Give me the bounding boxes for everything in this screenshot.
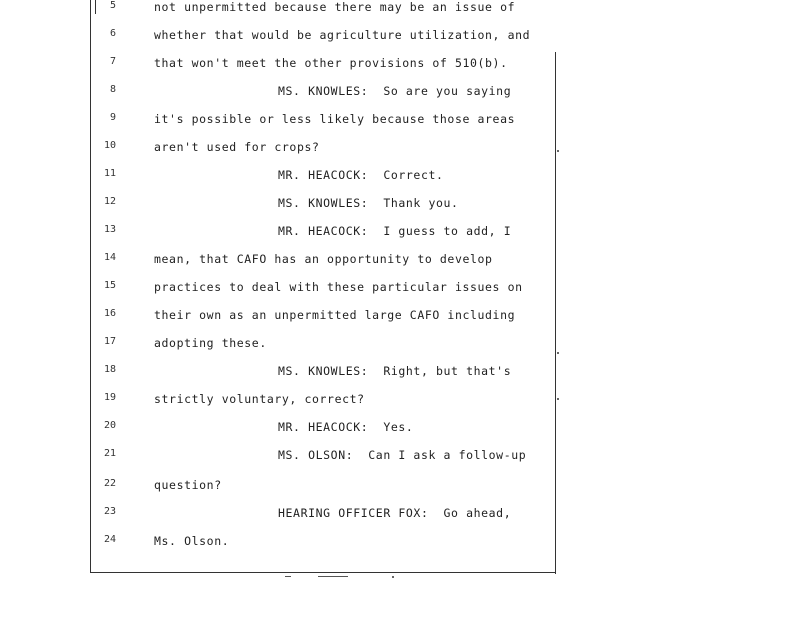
line-number: 9 <box>109 112 116 123</box>
line-text: MR. HEACOCK: Yes. <box>278 420 414 434</box>
scan-artifact <box>318 576 348 577</box>
transcript-line <box>0 308 560 336</box>
line-text: practices to deal with these particular issues on <box>154 280 523 294</box>
transcript-line <box>0 56 560 84</box>
transcript-line <box>0 224 560 252</box>
transcript-line <box>0 448 560 476</box>
line-text: MR. HEACOCK: Correct. <box>278 168 444 182</box>
transcript-line <box>0 506 560 534</box>
transcript-line <box>0 336 560 364</box>
line-number: 5 <box>109 0 116 11</box>
line-number: 22 <box>103 478 116 489</box>
line-number: 18 <box>103 364 116 375</box>
transcript-line <box>0 420 560 448</box>
line-text: question? <box>154 478 222 492</box>
transcript-line <box>0 168 560 196</box>
transcript-line <box>0 252 560 280</box>
line-text: MS. KNOWLES: So are you saying <box>278 84 512 98</box>
transcript-line <box>0 534 560 562</box>
transcript-line <box>0 28 560 56</box>
line-number: 16 <box>103 308 116 319</box>
line-number: 20 <box>103 420 116 431</box>
line-text: whether that would be agriculture utilization, and <box>154 28 531 42</box>
line-text: MS. KNOWLES: Right, but that's <box>278 364 512 378</box>
transcript-line <box>0 0 560 28</box>
line-text: strictly voluntary, correct? <box>154 392 365 406</box>
transcript-line <box>0 112 560 140</box>
line-number: 17 <box>103 336 116 347</box>
line-number: 21 <box>103 448 116 459</box>
line-number: 7 <box>109 56 116 67</box>
line-number: 12 <box>103 196 116 207</box>
scan-speck <box>392 576 394 578</box>
line-text: it's possible or less likely because those areas <box>154 112 516 126</box>
page-bottom-border <box>90 572 556 573</box>
transcript-line <box>0 364 560 392</box>
line-text: mean, that CAFO has an opportunity to develop <box>154 252 493 266</box>
transcript-line <box>0 196 560 224</box>
line-text: MS. KNOWLES: Thank you. <box>278 196 459 210</box>
line-text: Ms. Olson. <box>154 534 230 548</box>
line-number: 14 <box>103 252 116 263</box>
line-text: adopting these. <box>154 336 267 350</box>
transcript-line <box>0 84 560 112</box>
line-number: 13 <box>103 224 116 235</box>
line-number: 6 <box>109 28 116 39</box>
line-number: 10 <box>103 140 116 151</box>
line-number: 11 <box>103 168 116 179</box>
line-number: 23 <box>103 506 116 517</box>
line-number: 15 <box>103 280 116 291</box>
line-number: 8 <box>109 84 116 95</box>
line-text: aren't used for crops? <box>154 140 320 154</box>
line-number: 19 <box>103 392 116 403</box>
transcript-line <box>0 392 560 420</box>
line-text: HEARING OFFICER FOX: Go ahead, <box>278 506 512 520</box>
line-text: not unpermitted because there may be an issue of <box>154 0 516 14</box>
transcript-line <box>0 280 560 308</box>
line-text: that won't meet the other provisions of 510(b). <box>154 56 508 70</box>
transcript-line <box>0 140 560 168</box>
line-text: MS. OLSON: Can I ask a follow-up <box>278 448 527 462</box>
line-text: their own as an unpermitted large CAFO including <box>154 308 516 322</box>
line-text: MR. HEACOCK: I guess to add, I <box>278 224 512 238</box>
transcript-line <box>0 478 560 506</box>
scan-artifact <box>285 576 291 577</box>
line-number: 24 <box>103 534 116 545</box>
